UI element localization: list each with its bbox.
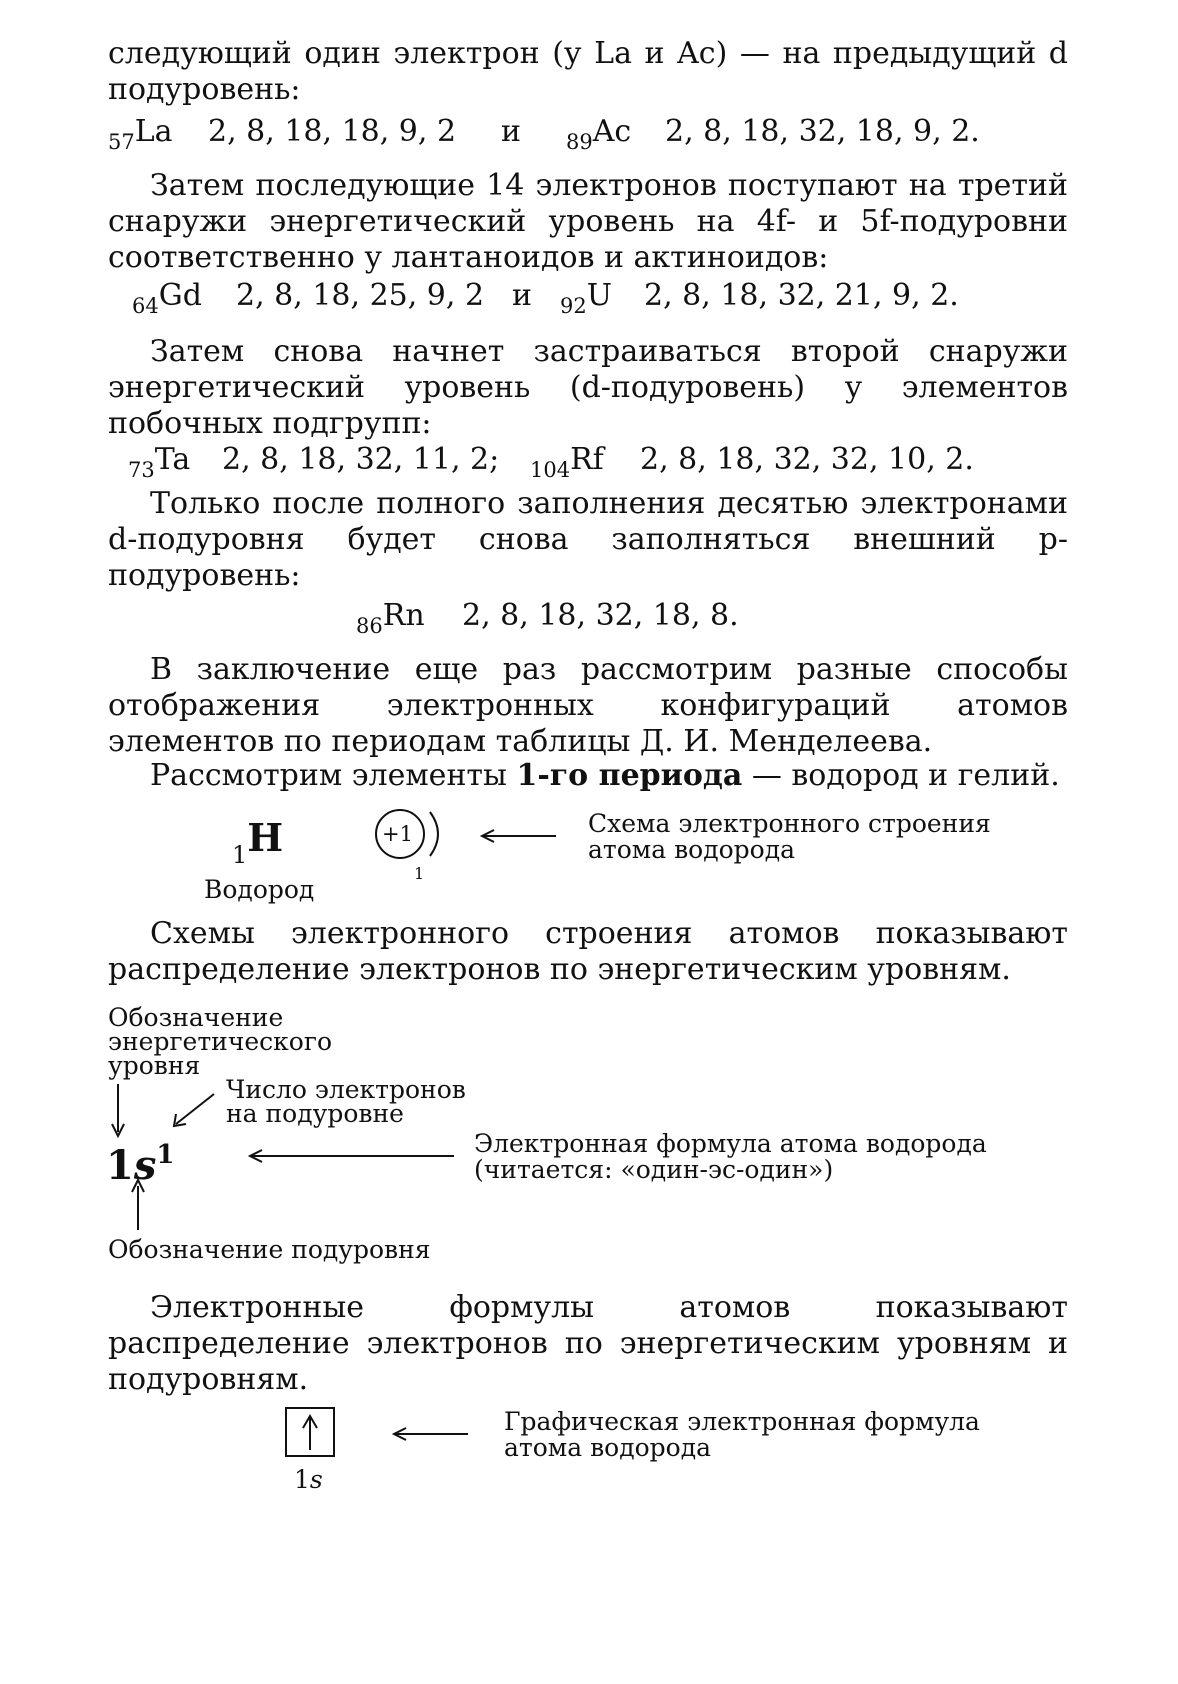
orbital-cell-label <box>294 1466 323 1493</box>
rf-symbol: Rf <box>570 442 604 477</box>
ta-configuration: 2, 8, 18, 32, 11, 2; <box>222 442 500 477</box>
count-label-line-1: Число электронов <box>226 1075 466 1104</box>
la-atomic-number: 57 <box>108 130 135 154</box>
equation-rf <box>530 442 604 488</box>
formula-caption-line-1: Электронная формула атома водорода <box>474 1129 987 1158</box>
long-left-arrow-icon <box>246 1146 456 1166</box>
paragraph-6 <box>108 758 1068 794</box>
gd-configuration: 2, 8, 18, 25, 9, 2 <box>236 278 485 313</box>
paragraph-4: Только после полного заполнения десятью электронами d-подуровня будет снова заполняться внешний p-подуровень: <box>108 486 1068 593</box>
equation-u <box>560 278 612 324</box>
nucleus-charge: +1 <box>382 822 413 846</box>
level-label-line-3: уровня <box>108 1051 201 1080</box>
graphic-caption-line-2: атома водорода <box>504 1433 712 1462</box>
orbital-sublevel-letter: s <box>309 1465 323 1494</box>
hydrogen-atomic-number: 1 <box>232 841 248 869</box>
scheme-caption-line-2: атома водорода <box>588 835 796 864</box>
u-symbol: U <box>586 278 613 313</box>
la-configuration: 2, 8, 18, 18, 9, 2 <box>208 114 457 149</box>
u-atomic-number: 92 <box>560 294 587 318</box>
equation-ta <box>128 442 190 488</box>
rf-configuration: 2, 8, 18, 32, 32, 10, 2. <box>640 442 974 477</box>
orbital-cell-icon <box>284 1406 338 1460</box>
period-term: 1-го периода <box>516 758 743 793</box>
equation-1-conjunction: и <box>501 114 521 149</box>
shell-electron-count: 1 <box>414 864 425 883</box>
gd-symbol: Gd <box>158 278 202 313</box>
graphic-left-arrow-icon <box>390 1424 470 1444</box>
ac-symbol: Ac <box>592 114 632 149</box>
rn-atomic-number: 86 <box>356 614 383 638</box>
ta-symbol: Ta <box>154 442 191 477</box>
paragraph-3: Затем снова начнет застраиваться второй снаружи энергетический уровень (d-подуровень) у элементов побочных подгрупп: <box>108 334 1068 441</box>
equation-la <box>108 114 173 160</box>
down-arrow-icon <box>108 1080 128 1140</box>
diagonal-arrow-icon <box>168 1090 218 1130</box>
formula-caption-line-2: (читается: «один-эс-один») <box>474 1155 834 1184</box>
scheme-caption-line-1: Схема электронного строения <box>588 809 991 838</box>
equation-2-conjunction: и <box>512 278 532 313</box>
gd-atomic-number: 64 <box>132 294 159 318</box>
formula-sublevel: s <box>133 1142 157 1189</box>
left-arrow-icon <box>478 826 558 846</box>
level-label-line-1: Обозначение <box>108 1003 284 1032</box>
graphic-caption-line-1: Графическая электронная формула <box>504 1407 980 1436</box>
level-label-line-2: энергетического <box>108 1027 332 1056</box>
formula-count: 1 <box>156 1140 175 1170</box>
equation-rn <box>356 598 425 644</box>
paragraph-6-tail: — водород и гелий. <box>742 758 1060 793</box>
paragraph-6-text: Рассмотрим элементы <box>150 758 517 793</box>
paragraph-7: Схемы электронного строения атомов показывают распределение электронов по энергетическим уровням. <box>108 916 1068 987</box>
orbital-level-number: 1 <box>294 1465 310 1494</box>
equation-gd <box>132 278 202 324</box>
rn-symbol: Rn <box>382 598 425 633</box>
u-configuration: 2, 8, 18, 32, 21, 9, 2. <box>644 278 959 313</box>
sublevel-label: Обозначение подуровня <box>108 1235 431 1264</box>
paragraph-1: следующий один электрон (у La и Ac) — на предыдущий d подуровень: <box>108 36 1068 107</box>
count-label-line-2: на подуровне <box>226 1099 404 1128</box>
rf-atomic-number: 104 <box>530 458 571 482</box>
la-symbol: La <box>134 114 173 149</box>
ac-configuration: 2, 8, 18, 32, 18, 9, 2. <box>665 114 980 149</box>
hydrogen-name: Водород <box>204 875 315 904</box>
ta-atomic-number: 73 <box>128 458 155 482</box>
hydrogen-symbol: H <box>247 815 284 860</box>
equation-ac <box>566 114 631 160</box>
hydrogen-symbol-group <box>232 816 283 877</box>
paragraph-8: Электронные формулы атомов показывают распределение электронов по энергетическим уровням и подуровням. <box>108 1290 1068 1397</box>
paragraph-2: Затем последующие 14 электронов поступают на третий снаружи энергетический уровень на 4f- и 5f-подуровни соответственно у лантаноидов и актиноидов: <box>108 168 1068 275</box>
paragraph-5: В заключение еще раз рассмотрим разные способы отображения электронных конфигураций атомов элементов по периодам таблицы Д. И. Менделеева. <box>108 652 1068 759</box>
up-arrow-icon <box>128 1178 148 1232</box>
formula-level: 1 <box>106 1142 134 1189</box>
ac-atomic-number: 89 <box>566 130 593 154</box>
rn-configuration: 2, 8, 18, 32, 18, 8. <box>462 598 739 633</box>
